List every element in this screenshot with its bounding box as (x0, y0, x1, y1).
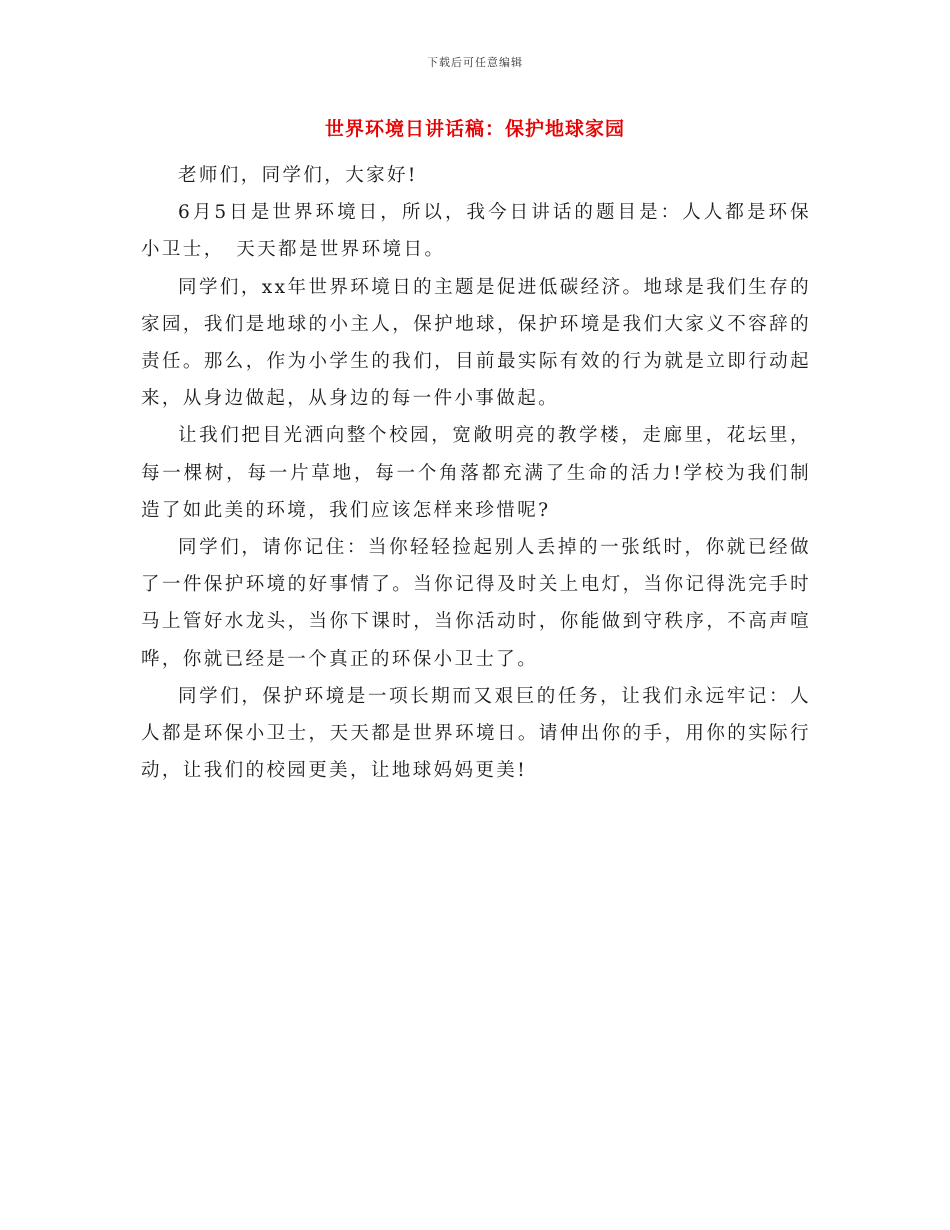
paragraph-campus: 让我们把目光洒向整个校园，宽敞明亮的教学楼，走廊里，花坛里，每一棵树，每一片草地，每一个角落都充满了生命的活力!学校为我们制造了如此美的环境，我们应该怎样来珍惜呢? (141, 425, 811, 521)
paragraph-actions: 同学们，请你记住：当你轻轻捡起别人丢掉的一张纸时，你就已经做了一件保护环境的好事情了。当你记得及时关上电灯，当你记得洗完手时马上管好水龙头，当你下课时，当你活动时，你能做到守秩序，不高声喧哗，你就已经是一个真正的环保小卫士了。 (141, 537, 811, 670)
paragraph-greeting: 老师们，同学们，大家好! (178, 165, 418, 186)
header-note: 下载后可任意编辑 (427, 56, 523, 69)
paragraph-topic: 6月5日是世界环境日，所以，我今日讲话的题目是：人人都是环保小卫士， 天天都是世界环境日。 (141, 202, 811, 261)
paragraph-theme: 同学们，xx年世界环境日的主题是促进低碳经济。地球是我们生存的家园，我们是地球的小主人，保护地球，保护环境是我们大家义不容辞的责任。那么，作为小学生的我们，目前最实际有效的行为就是立即行动起来，从身边做起，从身边的每一件小事做起。 (141, 276, 811, 410)
document-body (141, 157, 811, 789)
paragraph-closing: 同学们，保护环境是一项长期而又艰巨的任务，让我们永远牢记：人人都是环保小卫士，天天都是世界环境日。请伸出你的手，用你的实际行动，让我们的校园更美，让地球妈妈更美! (141, 685, 811, 782)
document-title: 世界环境日讲话稿：保护地球家园 (324, 118, 625, 140)
